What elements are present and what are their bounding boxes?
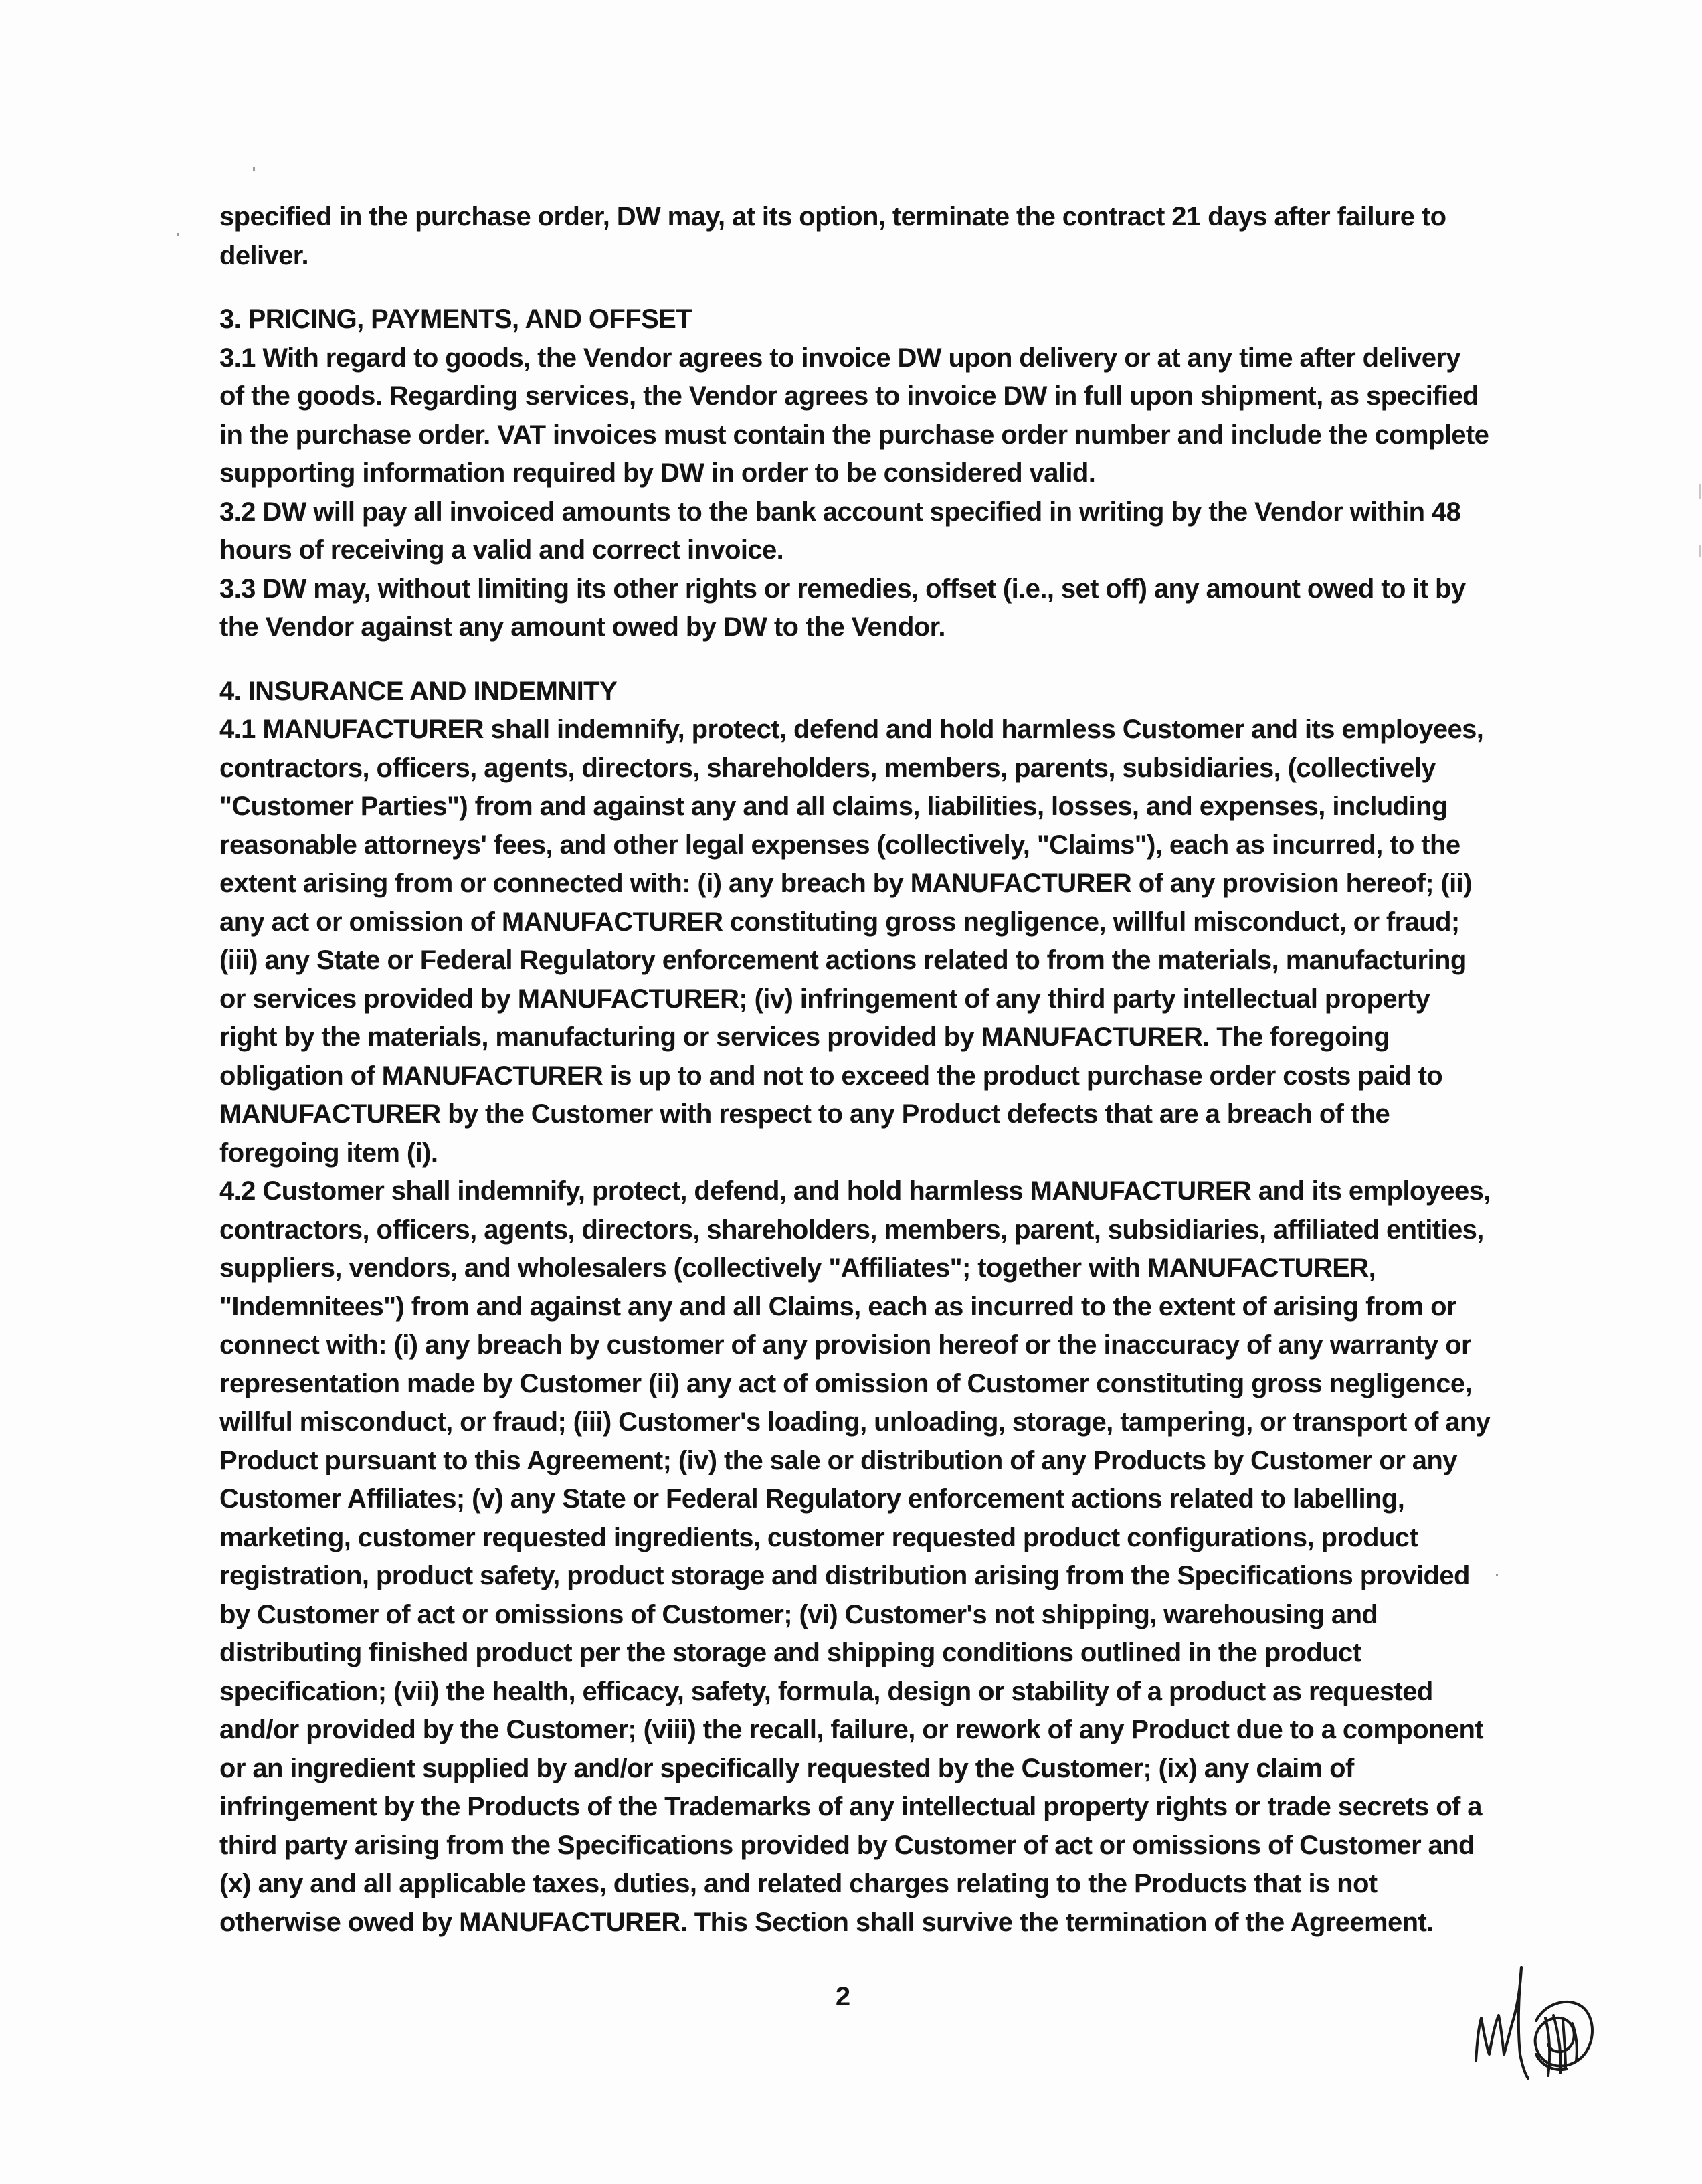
clause-3-1: 3.1 With regard to goods, the Vendor agrees to invoice DW upon delivery or at any time after delivery of the goods. Regarding services, the Vendor agrees to invoice DW in full upon shipment, as specified in the purchase order. VAT invoices must contain the purchase order number and include the complete supporting information required by DW in order to be considered valid.	[219, 343, 1489, 488]
scan-speck	[1496, 1574, 1498, 1576]
paragraph-gap	[219, 647, 1491, 672]
clause-4-1: 4.1 MANUFACTURER shall indemnify, protect, defend and hold harmless Customer and its employees, contractors, officers, agents, directors, shareholders, members, parents, subsidiaries, (collectively "Customer Parties") from and against any and all claims, liabilities, losses, and expenses, including reasonable attorneys' fees, and other legal expenses (collectively, "Claims"), each as incurred, to the extent arising from or connected with: (i) any breach by MANUFACTURER of any provision hereof; (ii) any act or omission of MANUFACTURER constituting gross negligence, willful misconduct, or fraud; (iii) any State or Federal Regulatory enforcement actions related to from the materials, manufacturing or services provided by MANUFACTURER; (iv) infringement of any third party intellectual property right by the materials, manufacturing or services provided by MANUFACTURER. The foregoing obligation of MANUFACTURER is up to and not to exceed the product purchase order costs paid to MANUFACTURER by the Customer with respect to any Product defects that are a breach of the foregoing item (i).	[219, 715, 1484, 1168]
clause-3-2: 3.2 DW will pay all invoiced amounts to the bank account specified in writing by the Vendor within 48 hours of receiving a valid and correct invoice.	[219, 496, 1461, 565]
clause-3-3: 3.3 DW may, without limiting its other rights or remedies, offset (i.e., set off) any amount owed to it by the Vendor against any amount owed by DW to the Vendor.	[219, 573, 1466, 642]
scan-speck	[1699, 484, 1701, 499]
page-number: 2	[835, 1982, 851, 2011]
signature-initials-icon	[1472, 1954, 1619, 2108]
body-text	[219, 198, 1491, 1942]
paragraph-gap	[219, 275, 1491, 300]
clause-4-2: 4.2 Customer shall indemnify, protect, defend, and hold harmless MANUFACTURER and its employees, contractors, officers, agents, directors, shareholders, members, parent, subsidiaries, affiliated entities, suppliers, vendors, and wholesalers (collectively "Affiliates"; together with MANUFACTURER, "Indemnitees") from and against any and all Claims, each as incurred to the extent of arising from or connect with: (i) any breach by customer of any provision hereof or the inaccuracy of any warranty or representation made by Customer (ii) any act of omission of Customer constituting gross negligence, willful misconduct, or fraud; (iii) Customer's loading, unloading, storage, tampering, or transport of any Product pursuant to this Agreement; (iv) the sale or distribution of any Products by Customer or any Customer Affiliates; (v) any State or Federal Regulatory enforcement actions related to labelling, marketing, customer requested ingredients, customer requested product configurations, product registration, product safety, product storage and distribution arising from the Specifications provided by Customer of act or omissions of Customer; (vi) Customer's not shipping, warehousing and distributing finished product per the storage and shipping conditions outlined in the product specification; (vii) the health, efficacy, safety, formula, design or stability of a product as requested and/or provided by the Customer; (viii) the recall, failure, or rework of any Product due to a component or an ingredient supplied by and/or specifically requested by the Customer; (ix) any claim of infringement by the Products of the Trademarks of any intellectual property rights or trade secrets of a third party arising from the Specifications provided by Customer of act or omissions of Customer and (x) any and all applicable taxes, duties, and related charges relating to the Products that is not otherwise owed by MANUFACTURER. This Section shall survive the termination of the Agreement.	[219, 1176, 1491, 1937]
section-3-heading: 3. PRICING, PAYMENTS, AND OFFSET	[219, 304, 692, 334]
scan-speck	[177, 233, 179, 236]
scan-speck	[253, 167, 255, 171]
scan-speck	[1699, 545, 1701, 557]
section-4-heading: 4. INSURANCE AND INDEMNITY	[219, 676, 618, 706]
continuation-paragraph: specified in the purchase order, DW may, at its option, terminate the contract 21 days after failure to deliver.	[219, 202, 1446, 270]
